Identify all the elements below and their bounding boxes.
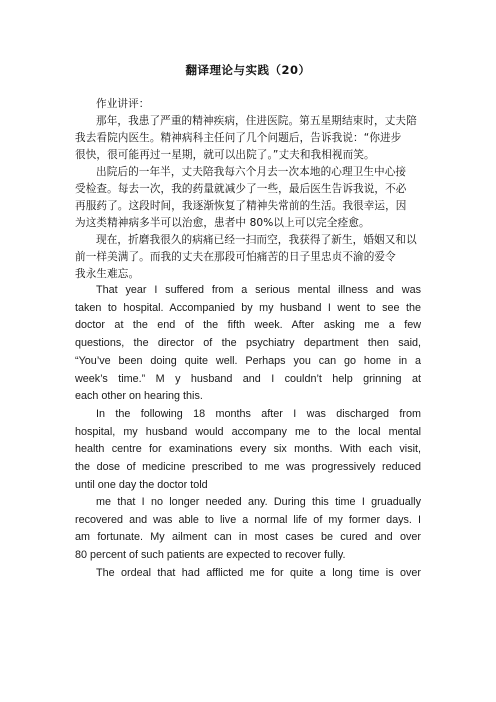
text-line: 现在，折磨我很久的病痛已经一扫而空，我获得了新生，婚姻又和以 — [96, 234, 417, 246]
chinese-paragraph-2 — [75, 164, 421, 232]
text-line: 我去看院内医生。精神病科主任问了几个问题后，告诉我说：“你进步 — [75, 132, 402, 144]
english-paragraph-2 — [75, 406, 421, 495]
text-line: 为这类精神病多半可以治愈，患者中 80%以上可以完全痊愈。 — [75, 217, 370, 229]
text-line: The ordeal that had afflicted me for quite a long time is over — [96, 567, 421, 579]
english-paragraph-4 — [75, 565, 421, 583]
text-line: me that I no longer needed any. During this time I gruadually — [96, 496, 421, 508]
text-line: That year I suffered from a serious mental illness and was — [96, 284, 421, 296]
text-line: each other on hearing this. — [75, 390, 203, 403]
text-line: 再服药了。这段时间，我逐渐恢复了精神失常前的生活。我很幸运，因 — [75, 200, 407, 212]
text-line: taken to hospital. Accompanied by my husband I went to see the — [75, 301, 421, 314]
text-line: doctor at the end of the fifth week. After asking me a few — [75, 319, 421, 332]
text-line: recovered and was able to live a normal life of my former days. I — [75, 513, 421, 526]
text-line: “You’ve been doing quite well. Perhaps you can go home in a — [75, 354, 421, 367]
text-line: 受检查。每去一次，我的药量就减少了一些，最后医生告诉我说，不必 — [75, 183, 407, 195]
text-line: 前一样美满了。而我的丈夫在那段可怕痛苦的日子里忠贞不渝的爱令 — [75, 251, 396, 263]
text-line: 80 percent of such patients are expected to recover fully. — [75, 549, 346, 562]
text-line: 很快，很可能再过一星期，就可以出院了。”丈夫和我相视而笑。 — [75, 149, 375, 161]
text-line: week’s time.” M y husband and I couldn’t help grinning at — [75, 372, 421, 385]
text-line: 我永生难忘。 — [75, 268, 140, 280]
assignment-label: 作业讲评： — [96, 98, 150, 110]
text-line: 那年，我患了严重的精神疾病，住进医院。第五星期结束时，丈夫陪 — [96, 115, 417, 127]
text-line: until one day the doctor told — [75, 478, 208, 491]
text-line: the dose of medicine prescribed to me was progressively reduced — [75, 461, 421, 474]
english-paragraph-3 — [75, 494, 421, 565]
chinese-paragraph-1 — [75, 113, 421, 164]
text-line: In the following 18 months after I was discharged from — [96, 408, 421, 420]
text-line: questions, the director of the psychiatry department then said, — [75, 337, 421, 350]
text-line: hospital, my husband would accompany me to the local mental — [75, 425, 421, 438]
chinese-paragraph-3 — [75, 232, 421, 283]
text-line: am fortunate. My ailment can in most cases be cured and over — [75, 531, 421, 544]
assignment-label-block — [75, 96, 421, 113]
text-line: health centre for examinations every six months. With each visit, — [75, 443, 421, 456]
page-title: 翻译理论与实践（20） — [185, 63, 311, 77]
english-paragraph-1 — [75, 282, 421, 406]
text-line: 出院后的一年半，丈夫陪我每六个月去一次本地的心理卫生中心接 — [96, 166, 407, 178]
